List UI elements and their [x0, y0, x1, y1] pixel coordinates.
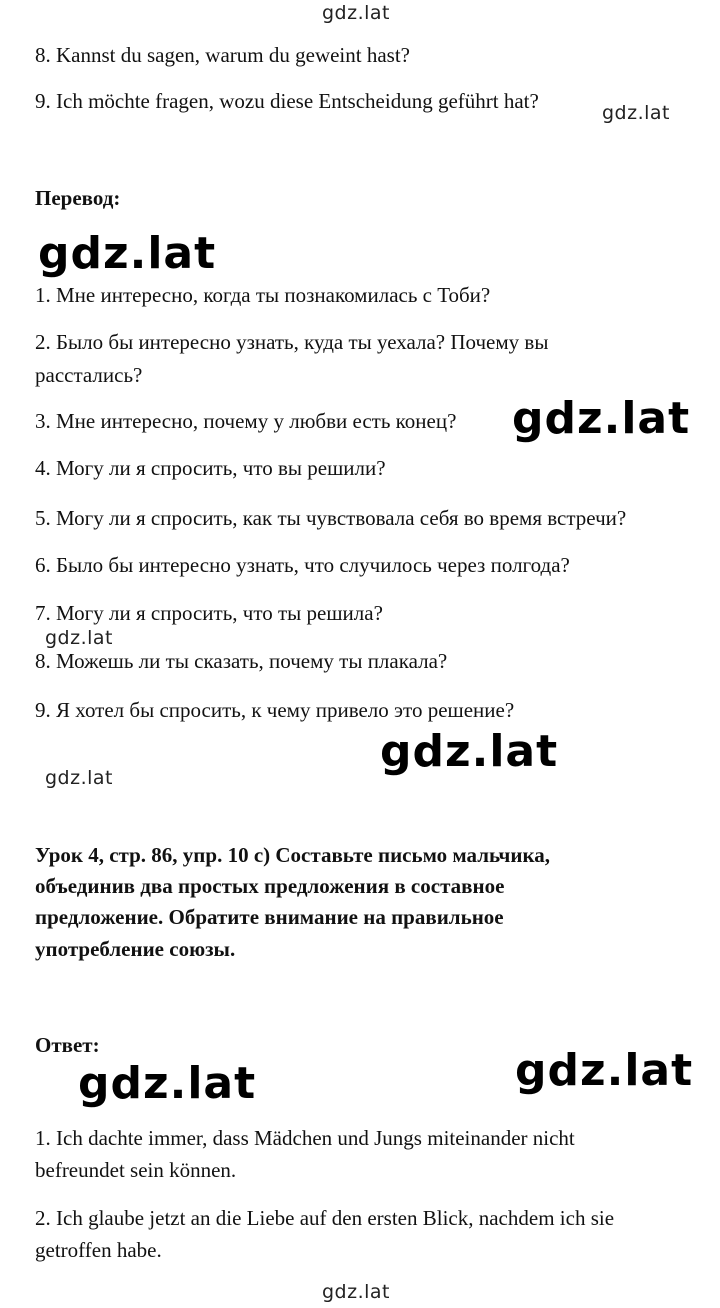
translation-line-1: 1. Мне интересно, когда ты познакомилась с Тоби? — [35, 283, 491, 307]
watermark: gdz.lat — [45, 627, 114, 649]
translation-line-4: 4. Могу ли я спросить, что вы решили? — [35, 456, 386, 480]
translation-line-7: 7. Могу ли я спросить, что ты решила? — [35, 601, 383, 625]
answer-line-2: 2. Ich glaube jetzt an die Liebe auf den ersten Blick, nachdem ich sie — [35, 1206, 615, 1230]
watermark: gdz.lat — [38, 228, 217, 279]
task-heading-line-3: предложение. Обратите внимание на правильное — [35, 905, 504, 929]
task-heading-line-2: объединив два простых предложения в составное — [35, 874, 505, 898]
german-sentence-9: 9. Ich möchte fragen, wozu diese Entscheidung geführt hat? — [35, 89, 539, 113]
answer-line-2-cont: getroffen habe. — [35, 1238, 162, 1262]
watermark: gdz.lat — [512, 393, 691, 444]
watermark: gdz.lat — [602, 102, 671, 124]
translation-line-5: 5. Могу ли я спросить, как ты чувствовала себя во время встречи? — [35, 506, 627, 530]
answer-line-1: 1. Ich dachte immer, dass Mädchen und Jungs miteinander nicht — [35, 1126, 575, 1150]
translation-line-9: 9. Я хотел бы спросить, к чему привело это решение? — [35, 698, 515, 722]
translation-line-2-cont: расстались? — [35, 363, 143, 387]
translation-line-2: 2. Было бы интересно узнать, куда ты уехала? Почему вы — [35, 330, 549, 354]
task-heading-line-4: употребление союзы. — [35, 937, 236, 961]
answer-heading: Ответ: — [35, 1033, 100, 1057]
translation-line-8: 8. Можешь ли ты сказать, почему ты плакала? — [35, 649, 448, 673]
watermark: gdz.lat — [78, 1058, 257, 1109]
watermark: gdz.lat — [322, 2, 391, 24]
translation-heading: Перевод: — [35, 186, 121, 210]
translation-line-3: 3. Мне интересно, почему у любви есть конец? — [35, 409, 457, 433]
watermark: gdz.lat — [322, 1281, 391, 1303]
translation-line-6: 6. Было бы интересно узнать, что случилось через полгода? — [35, 553, 570, 577]
watermark: gdz.lat — [515, 1045, 694, 1096]
german-sentence-8: 8. Kannst du sagen, warum du geweint hast? — [35, 43, 410, 67]
task-heading-line-1: Урок 4, стр. 86, упр. 10 с) Составьте письмо мальчика, — [35, 843, 550, 867]
watermark: gdz.lat — [45, 767, 114, 789]
watermark: gdz.lat — [380, 726, 559, 777]
answer-line-1-cont: befreundet sein können. — [35, 1158, 237, 1182]
